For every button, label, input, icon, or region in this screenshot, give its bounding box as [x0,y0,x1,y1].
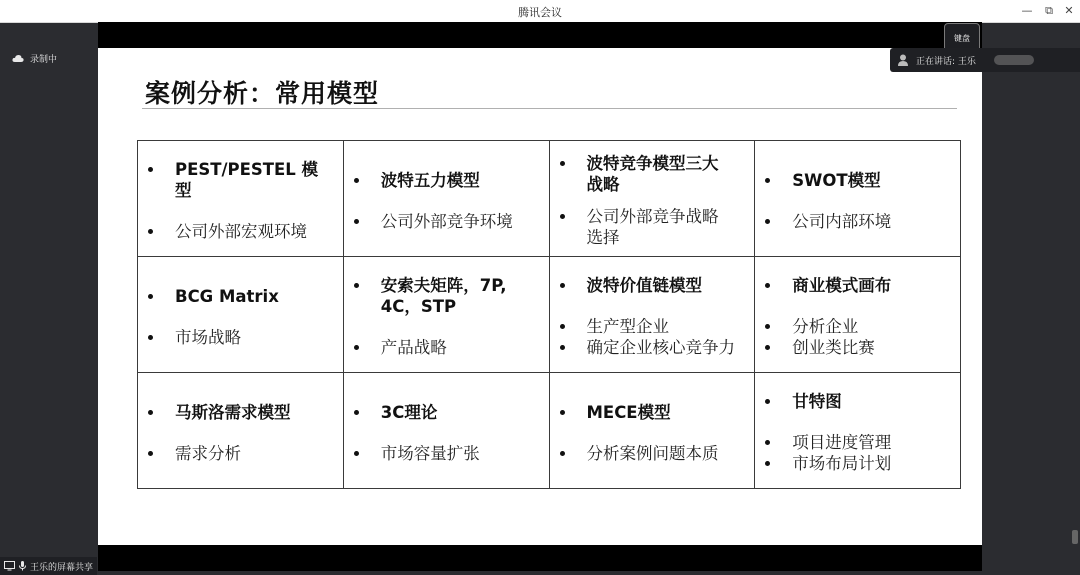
model-name [354,170,535,191]
model-name-line: 波特价值链模型 [586,276,702,295]
model-use-line: 项目进度管理 [792,433,892,452]
speaking-indicator [890,48,1080,72]
shared-slide [98,48,982,545]
model-use [354,337,535,358]
model-cell [343,373,549,489]
bullet-icon [560,214,565,219]
model-use [148,221,329,242]
audio-level-indicator [994,55,1034,65]
microphone-icon [19,561,26,571]
model-use-line: 生产型企业 [586,317,669,336]
bullet-icon [148,167,153,172]
bullet-icon [765,178,770,183]
model-name-line: 波特竞争模型三大 [586,154,719,173]
bullet-icon [560,451,565,456]
model-name-line: PEST/PESTEL 模型 [175,160,319,200]
model-cell [549,141,755,257]
model-grid [137,140,961,489]
bullet-icon [354,451,359,456]
bullet-icon [765,283,770,288]
model-cell [138,373,344,489]
speaking-label: 正在讲话: 王乐 [916,56,976,67]
bullet-icon [148,335,153,340]
model-use-line: 确定企业核心竞争力 [586,338,735,357]
bullet-icon [148,451,153,456]
model-use [765,337,946,358]
grid-row [138,257,961,373]
model-name-line: BCG Matrix [175,286,279,306]
model-use-line: 分析案例问题本质 [586,443,719,463]
model-use [354,443,535,464]
screen-share-icon [4,561,15,571]
slide-letterbox-top [98,22,982,48]
bullet-icon [354,410,359,415]
model-use-line: 市场布局计划 [792,454,892,473]
recording-label: 录制中 [30,55,58,65]
cloud-icon [12,54,24,63]
bullet-icon [765,219,770,224]
model-name-line: 甘特图 [792,392,842,411]
model-use-line: 公司外部竞争战略 [586,207,719,226]
bullet-icon [765,324,770,329]
model-use-line: 市场战略 [175,327,241,347]
model-name [560,153,741,195]
screen-share-label: 王乐的屏幕共享 [30,562,94,573]
model-use [148,327,329,348]
model-name-line: 商业模式画布 [792,276,892,295]
model-use-line: 选择 [586,228,620,247]
model-cell [138,141,344,257]
bullet-icon [354,219,359,224]
model-name-line: MECE模型 [586,402,671,422]
model-use [354,211,535,232]
model-use-line: 公司内部环境 [792,211,892,231]
model-name [148,286,329,307]
model-use [560,316,741,337]
model-use [765,432,946,453]
model-name-line: 3C理论 [380,402,438,422]
bullet-icon [148,229,153,234]
model-use-line: 市场容量扩张 [380,443,480,463]
model-cell [755,257,961,373]
model-cell [343,257,549,373]
model-name [148,402,329,423]
close-icon[interactable]: ✕ [1064,4,1074,17]
model-use-line: 公司外部宏观环境 [175,222,307,241]
model-name [354,402,535,423]
model-name [765,275,946,296]
model-use-line: 产品战略 [380,338,447,357]
bullet-icon [765,345,770,350]
model-use-line: 需求分析 [175,443,241,463]
bullet-icon [354,283,359,288]
bullet-icon [765,461,770,466]
bullet-icon [560,345,565,350]
recording-indicator[interactable] [12,52,57,65]
model-use [560,206,741,248]
model-name [560,275,741,296]
bullet-icon [560,161,565,166]
bullet-icon [765,440,770,445]
model-name-line: 4C，STP [380,297,457,316]
keyboard-button-label: 键盘 [954,33,970,43]
model-cell [549,257,755,373]
window-title: 腾讯会议 [518,6,562,19]
grid-row [138,141,961,257]
model-name-line: 波特五力模型 [380,170,480,190]
minimize-icon[interactable]: — [1021,4,1033,17]
model-use [560,443,741,464]
model-use [765,316,946,337]
model-cell [138,257,344,373]
model-name-line: 安索夫矩阵，7P, [380,276,507,295]
bullet-icon [765,399,770,404]
model-cell [549,373,755,489]
model-cell [343,141,549,257]
slide-letterbox-bottom [98,545,982,571]
grid-row [138,373,961,489]
slide-title: 案例分析：常用模型 [145,79,380,108]
model-use [765,211,946,232]
model-use-line: 分析企业 [792,317,859,336]
model-cell [755,141,961,257]
model-use [560,337,741,358]
restore-icon[interactable]: ⧉ [1045,4,1053,17]
bullet-icon [148,294,153,299]
window-titlebar [0,0,1080,23]
speaker-avatar-icon [898,54,908,66]
model-cell [755,373,961,489]
model-name [560,402,741,423]
model-use [148,443,329,464]
model-use-line: 创业类比赛 [792,338,875,357]
title-divider [142,108,957,109]
side-scroll-handle[interactable] [1072,530,1078,544]
model-use [765,453,946,474]
bullet-icon [560,283,565,288]
model-name-line: 马斯洛需求模型 [175,402,291,422]
model-name-line: SWOT模型 [792,170,881,190]
bullet-icon [148,410,153,415]
model-name [765,170,946,191]
model-name [148,159,329,201]
bullet-icon [354,345,359,350]
model-name [765,391,946,412]
model-use-line: 公司外部竞争环境 [380,211,513,231]
screen-share-bar[interactable] [0,557,97,575]
bullet-icon [560,410,565,415]
model-name-line: 战略 [586,175,620,194]
model-name [354,275,535,317]
bullet-icon [354,178,359,183]
bullet-icon [560,324,565,329]
